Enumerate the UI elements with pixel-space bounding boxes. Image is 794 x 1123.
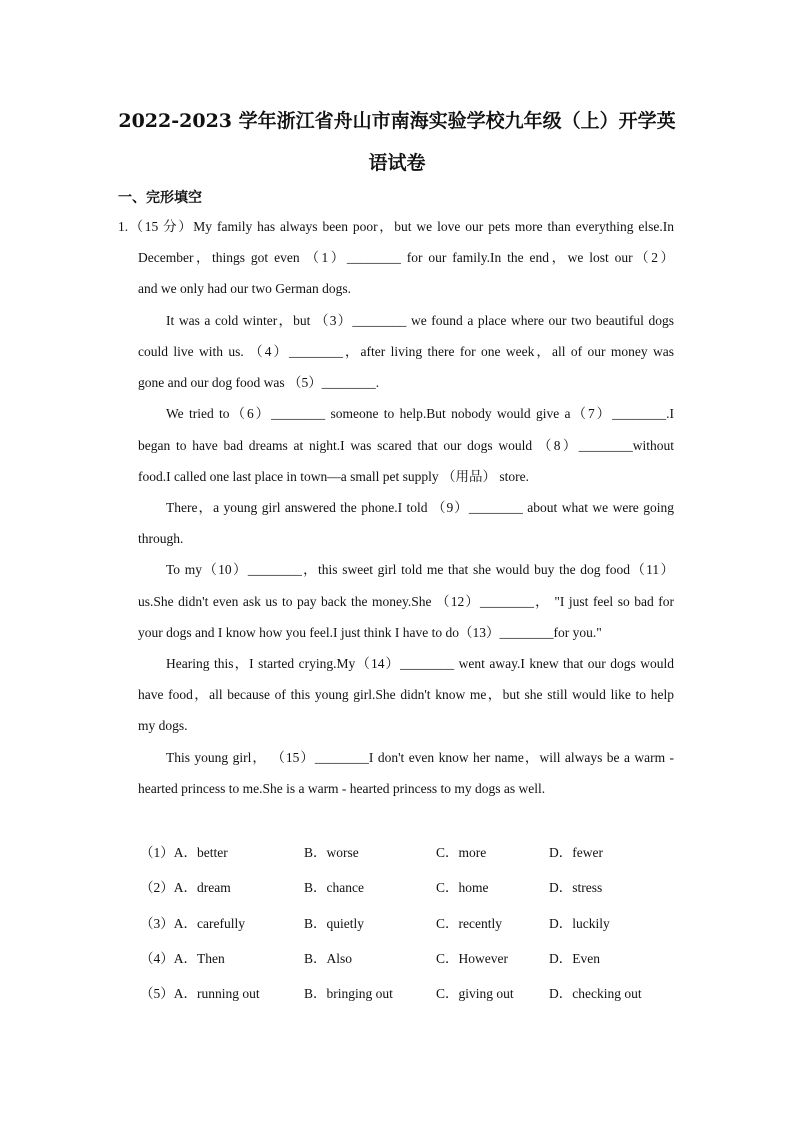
option-4-a: （4）A．Then [140,951,225,966]
passage-line: We tried to（6）________ someone to help.But nobody would give a（7）________.I [166,406,674,421]
passage-line: Hearing this，I started crying.My（14）________ went away.I knew that our dogs would [166,656,674,671]
option-1-c: C．more [436,845,487,860]
passage-line: There，a young girl answered the phone.I told （9）________ about what we were going [166,500,674,515]
passage-line: gone and our dog food was （5）________. [138,375,380,390]
option-1-b: B．worse [304,845,359,860]
option-5-c: C．giving out [436,986,514,1001]
passage-line: my dogs. [138,718,188,733]
option-2-a: （2）A．dream [140,880,231,895]
option-3-d: D．luckily [549,916,610,931]
passage-line: and we only had our two German dogs. [138,281,351,296]
section-heading: 一、完形填空 [118,190,202,206]
page-title-line2: 语试卷 [368,152,426,174]
option-4-b: B．Also [304,951,353,966]
passage-line: December，things got even （1）________ for our family.In the end，we lost our（2） [138,250,674,265]
option-3-c: C．recently [436,916,502,931]
passage-line: This young girl， （15）________I don't even know her name，will always be a warm - [166,750,674,765]
option-1-a: （1）A．better [140,845,228,860]
option-2-b: B．chance [304,880,364,895]
page-title-line1: 2022-2023 学年浙江省舟山市南海实验学校九年级（上）开学英 [118,110,676,132]
option-5-a: （5）A．running out [140,986,260,1001]
option-5-b: B．bringing out [304,986,393,1001]
passage-line: 1.（15 分）My family has always been poor，but we love our pets more than everything else.In [118,219,674,234]
passage-line: us.She didn't even ask us to pay back the money.She （12）________， "I just feel so bad for [138,594,674,609]
option-4-d: D．Even [549,951,600,966]
passage-line: food.I called one last place in town—a small pet supply （用品） store. [138,469,530,484]
passage-line: your dogs and I know how you feel.I just think I have to do（13）________for you." [138,625,602,640]
passage-line: hearted princess to me.She is a warm - hearted princess to my dogs as well. [138,781,546,796]
option-4-c: C．However [436,951,508,966]
option-1-d: D．fewer [549,845,603,860]
passage-line: have food，all because of this young girl.She didn't know me，but she still would like to help [138,687,674,702]
option-3-a: （3）A．carefully [140,916,245,931]
passage-line: To my（10）________，this sweet girl told me that she would buy the dog food（11） [166,562,674,577]
passage-line: began to have bad dreams at night.I was scared that our dogs would （8）________without [138,438,674,453]
passage-line: through. [138,531,184,546]
option-2-d: D．stress [549,880,603,895]
option-5-d: D．checking out [549,986,642,1001]
passage-line: could live with us. （4）________，after living there for one week，all of our money was [138,344,674,359]
passage-line: It was a cold winter，but （3）________ we found a place where our two beautiful dogs [166,313,674,328]
option-3-b: B．quietly [304,916,364,931]
option-2-c: C．home [436,880,489,895]
